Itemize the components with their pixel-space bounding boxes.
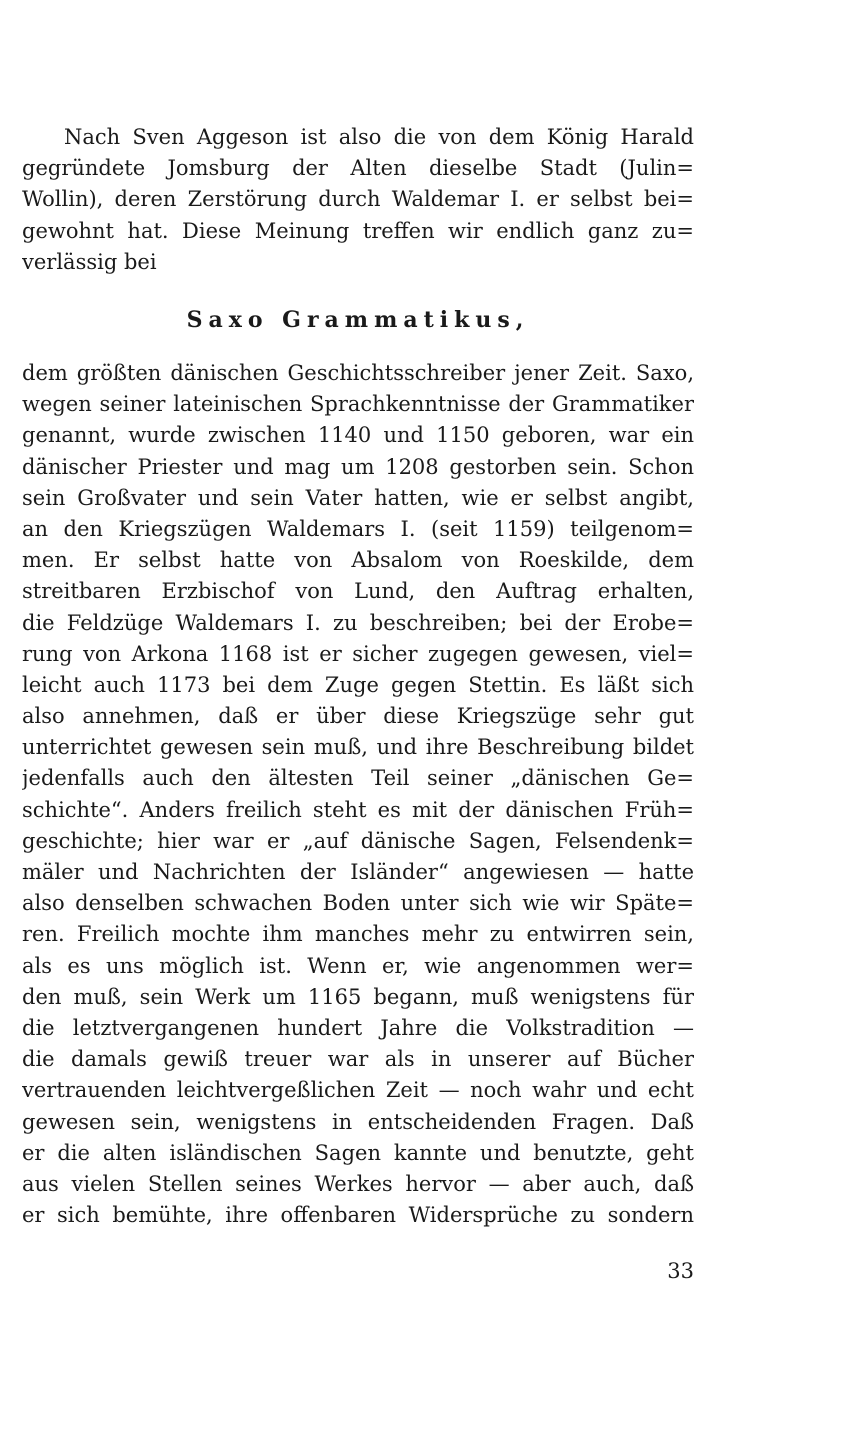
text-line: gewesen sein, wenigstens in entscheidenden Fragen. Daß <box>22 1109 694 1134</box>
text-line: sein Großvater und sein Vater hatten, wie er selbst angibt, <box>22 485 694 510</box>
text-line: wegen seiner lateinischen Sprachkenntnisse der Grammatiker <box>22 392 694 417</box>
text-line: den muß, sein Werk um 1165 begann, muß wenigstens für <box>22 984 694 1009</box>
text-line: mäler und Nachrichten der Isländer“ angewiesen — hatte <box>22 860 694 884</box>
text-line: aus vielen Stellen seines Werkes hervor — aber auch, daß <box>22 1171 694 1196</box>
paragraph-intro <box>22 122 694 278</box>
text-line: Wollin), deren Zerstörung durch Waldemar I. er selbst bei= <box>22 187 694 212</box>
text-line: er sich bemühte, ihre offenbaren Widersprüche zu sondern <box>22 1203 694 1228</box>
text-line: dänischer Priester und mag um 1208 gestorben sein. Schon <box>22 454 694 479</box>
paragraph-saxo <box>22 358 694 1231</box>
text-line: gewohnt hat. Diese Meinung treffen wir endlich ganz zu= <box>22 218 694 243</box>
text-line: vertrauenden leichtvergeßlichen Zeit — noch wahr und echt <box>22 1078 694 1103</box>
section-heading: Saxo Grammatikus, <box>186 307 530 333</box>
page-number: 33 <box>667 1259 694 1283</box>
text-line: an den Kriegszügen Waldemars I. (seit 1159) teilgenom= <box>22 516 694 541</box>
text-line: leicht auch 1173 bei dem Zuge gegen Stettin. Es läßt sich <box>22 672 694 697</box>
text-line: rung von Arkona 1168 ist er sicher zugegen gewesen, viel= <box>22 641 694 666</box>
text-line: als es uns möglich ist. Wenn er, wie angenommen wer= <box>22 953 694 978</box>
text-line: gegründete Jomsburg der Alten dieselbe Stadt (Julin= <box>22 156 694 181</box>
text-line: men. Er selbst hatte von Absalom von Roeskilde, dem <box>22 548 694 573</box>
text-line: die damals gewiß treuer war als in unserer auf Bücher <box>22 1047 694 1072</box>
text-line: geschichte; hier war er „auf dänische Sagen, Felsendenk= <box>22 828 694 853</box>
text-line: die Feldzüge Waldemars I. zu beschreiben; bei der Erobe= <box>22 610 694 635</box>
text-line: unterrichtet gewesen sein muß, und ihre Beschreibung bildet <box>22 735 694 760</box>
text-line: er die alten isländischen Sagen kannte und benutzte, geht <box>22 1140 694 1165</box>
text-line: ren. Freilich mochte ihm manches mehr zu entwirren sein, <box>22 922 694 947</box>
text-line: streitbaren Erzbischof von Lund, den Auftrag erhalten, <box>22 579 694 604</box>
text-line: Nach Sven Aggeson ist also die von dem König Harald <box>64 125 694 149</box>
text-line: jedenfalls auch den ältesten Teil seiner „dänischen Ge= <box>22 766 694 791</box>
text-line: die letztvergangenen hundert Jahre die Volkstradition — <box>22 1015 694 1040</box>
text-line: also annehmen, daß er über diese Kriegszüge sehr gut <box>22 704 694 729</box>
text-line: also denselben schwachen Boden unter sich wie wir Späte= <box>22 891 694 916</box>
text-line: dem größten dänischen Geschichtsschreiber jener Zeit. Saxo, <box>22 361 694 385</box>
text-line: verlässig bei <box>22 249 157 274</box>
text-line: schichte“. Anders freilich steht es mit der dänischen Früh= <box>22 797 694 822</box>
text-line: genannt, wurde zwischen 1140 und 1150 geboren, war ein <box>22 423 694 448</box>
